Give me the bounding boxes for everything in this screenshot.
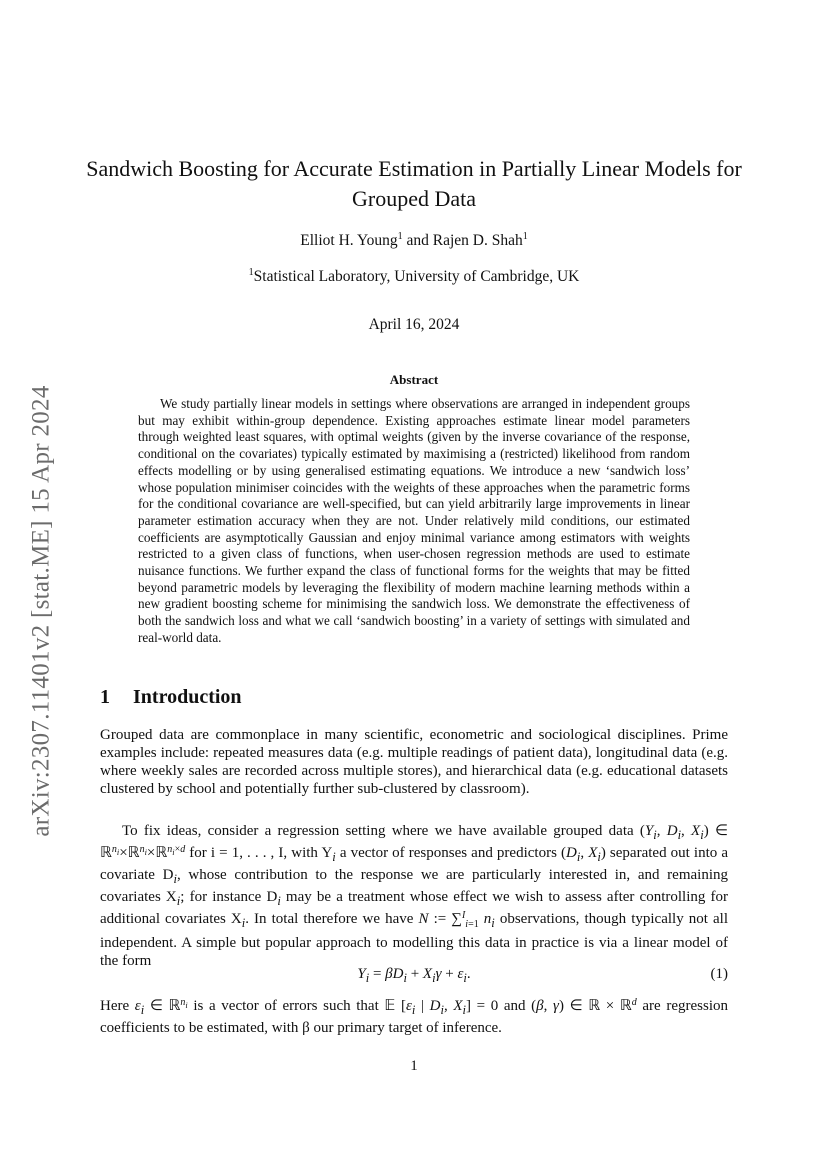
math-inline: N := ∑$^I_{i=1}$ $n_i$	[418, 910, 495, 930]
text-run: Here	[100, 998, 135, 1014]
author-joiner: and	[402, 232, 433, 249]
text-run: ; for instance D	[180, 889, 278, 905]
arxiv-id: arXiv:2307.11401v2 [stat.ME] 15 Apr 2024	[28, 385, 55, 837]
math-inline: ($D_i$, $X_i$)	[561, 845, 606, 864]
author-affil-mark: 1	[522, 231, 528, 242]
section-title: Introduction	[133, 686, 242, 708]
text-run: may be a treatment whose effect we wish to assess after controlling for additional covariates X	[100, 889, 728, 927]
affiliation-mark: 1	[248, 267, 254, 278]
abstract-heading: Abstract	[389, 372, 439, 387]
abstract-body: We study partially linear models in settings where observations are arranged in independent groups but may exhibit within-group dependence. Existing approaches estimate linear model parameters through weighted least squares, with optimal weights (given by the inverse covariance of the response, conditional on the covariates) typically estimated by maximising a (restricted) likelihood from random effects modelling or by using generalised estimating equations. We introduce a new ‘sandwich loss’ whose population minimiser coincides with the weights of these approaches when the parametric forms for the conditional covariance are well-specified, but can yield arbitrarily large improvements in linear parameter estimation accuracy when they are not. Under relatively mild conditions, our estimated coefficients are asymptotically Gaussian and enjoy minimal variance among estimators with weights restricted to a given class of functions, when user-chosen regression methods are used to estimate nuisance functions. We further expand the class of functional forms for the weights that may be fitted beyond parametric models by leveraging the flexibility of modern machine learning methods within a new gradient boosting scheme for minimising the sandwich loss. We demonstrate the effectiveness of both the sandwich loss and what we call ‘sandwich boosting’ in a variety of settings with simulated and real-world data.	[138, 396, 690, 645]
text-run: To fix ideas, consider a regression setting where we have available grouped data	[122, 823, 640, 839]
arxiv-watermark	[20, 360, 64, 862]
equation-number: (1)	[710, 966, 728, 982]
author-name: Elliot H. Young	[300, 232, 398, 249]
page-number: 1	[410, 1058, 418, 1074]
paper-date: April 16, 2024	[368, 316, 460, 333]
author-list	[80, 232, 748, 250]
math-inline: ($Y_i$, $D_i$, $X_i$) ∈ ℝ$^{n_i}$×ℝ$^{n_i}$×ℝ$^{n_i\times d}$	[100, 823, 729, 861]
text-run: and	[498, 998, 532, 1014]
text-run: separated out into a covariate D	[100, 845, 729, 883]
text-run: . In total therefore we have	[245, 911, 419, 927]
affiliation	[80, 268, 748, 286]
section-number: 1	[100, 686, 110, 708]
intro-paragraph-3	[100, 997, 728, 1037]
text-run: observations, though typically not all independent. A simple but popular approach to modelling this data in practice is via a linear model of the form	[100, 911, 728, 969]
paper-title: Sandwich Boosting for Accurate Estimation in Partially Linear Models for Grouped Data	[86, 156, 742, 211]
math-inline: $\varepsilon_i$ ∈ ℝ$^{n_i}$	[134, 997, 188, 1017]
text-run: for i = 1, . . . , I, with Y	[189, 845, 333, 861]
text-run: are regression coefficients to be estimated, with β our primary target of inference.	[100, 998, 728, 1036]
intro-paragraph-2: To fix ideas, consider a regression setting where we have available grouped data ($Y_i$, $D_i$, $X_i$) ∈ ℝ$^{n_i}$×ℝ$^{n_i}$×ℝ$^{n_i\times d}$ for i = 1, . . . , I, with $Y_i$ a vector of responses and predictors ($D_i$, $X_i$) separated out into a covariate $D_i$, whose contribution to the response we are particularly interested in, and remaining covariates $X_i$; for instance $D_i$ may be a treatment whose effect we wish to assess after controlling for additional covariates $X_i$. In total therefore we have N := ∑$^I_{i=1}$ $n_i$ observations, though typically not all independent. A simple but popular approach to modelling this data in practice is via a linear model of the form	[100, 823, 729, 969]
section-heading	[100, 686, 242, 709]
affiliation-text: Statistical Laboratory, University of Cambridge, UK	[253, 268, 580, 285]
math-inline: 𝔼 [$\varepsilon_i$ | $D_i$, $X_i] = 0$	[384, 998, 499, 1017]
text-run: a vector of responses and predictors	[335, 845, 562, 861]
author-name: Rajen D. Shah	[432, 232, 523, 249]
text-run: , whose contribution to the response we are particularly interested in, and remaining covariates X	[100, 867, 728, 905]
equation-body: $Y_i = \beta D_i + X_i\gamma + \varepsilon_i$.	[357, 966, 471, 985]
text-run: is a vector of errors such that	[187, 998, 385, 1014]
author-affil-mark: 1	[397, 231, 403, 242]
math-inline: (β, γ) ∈ ℝ × ℝ$^d$	[531, 997, 637, 1014]
intro-paragraph-1: Grouped data are commonplace in many scientific, econometric and sociological disciplines. Prime examples include: repeated measures data (e.g. multiple readings of patient data), longitudinal data (e.g. where weekly sales are recorded across multiple stores), and hierarchical data (e.g. educational datasets clustered by school and potentially further sub-clustered by classroom).	[100, 727, 728, 797]
